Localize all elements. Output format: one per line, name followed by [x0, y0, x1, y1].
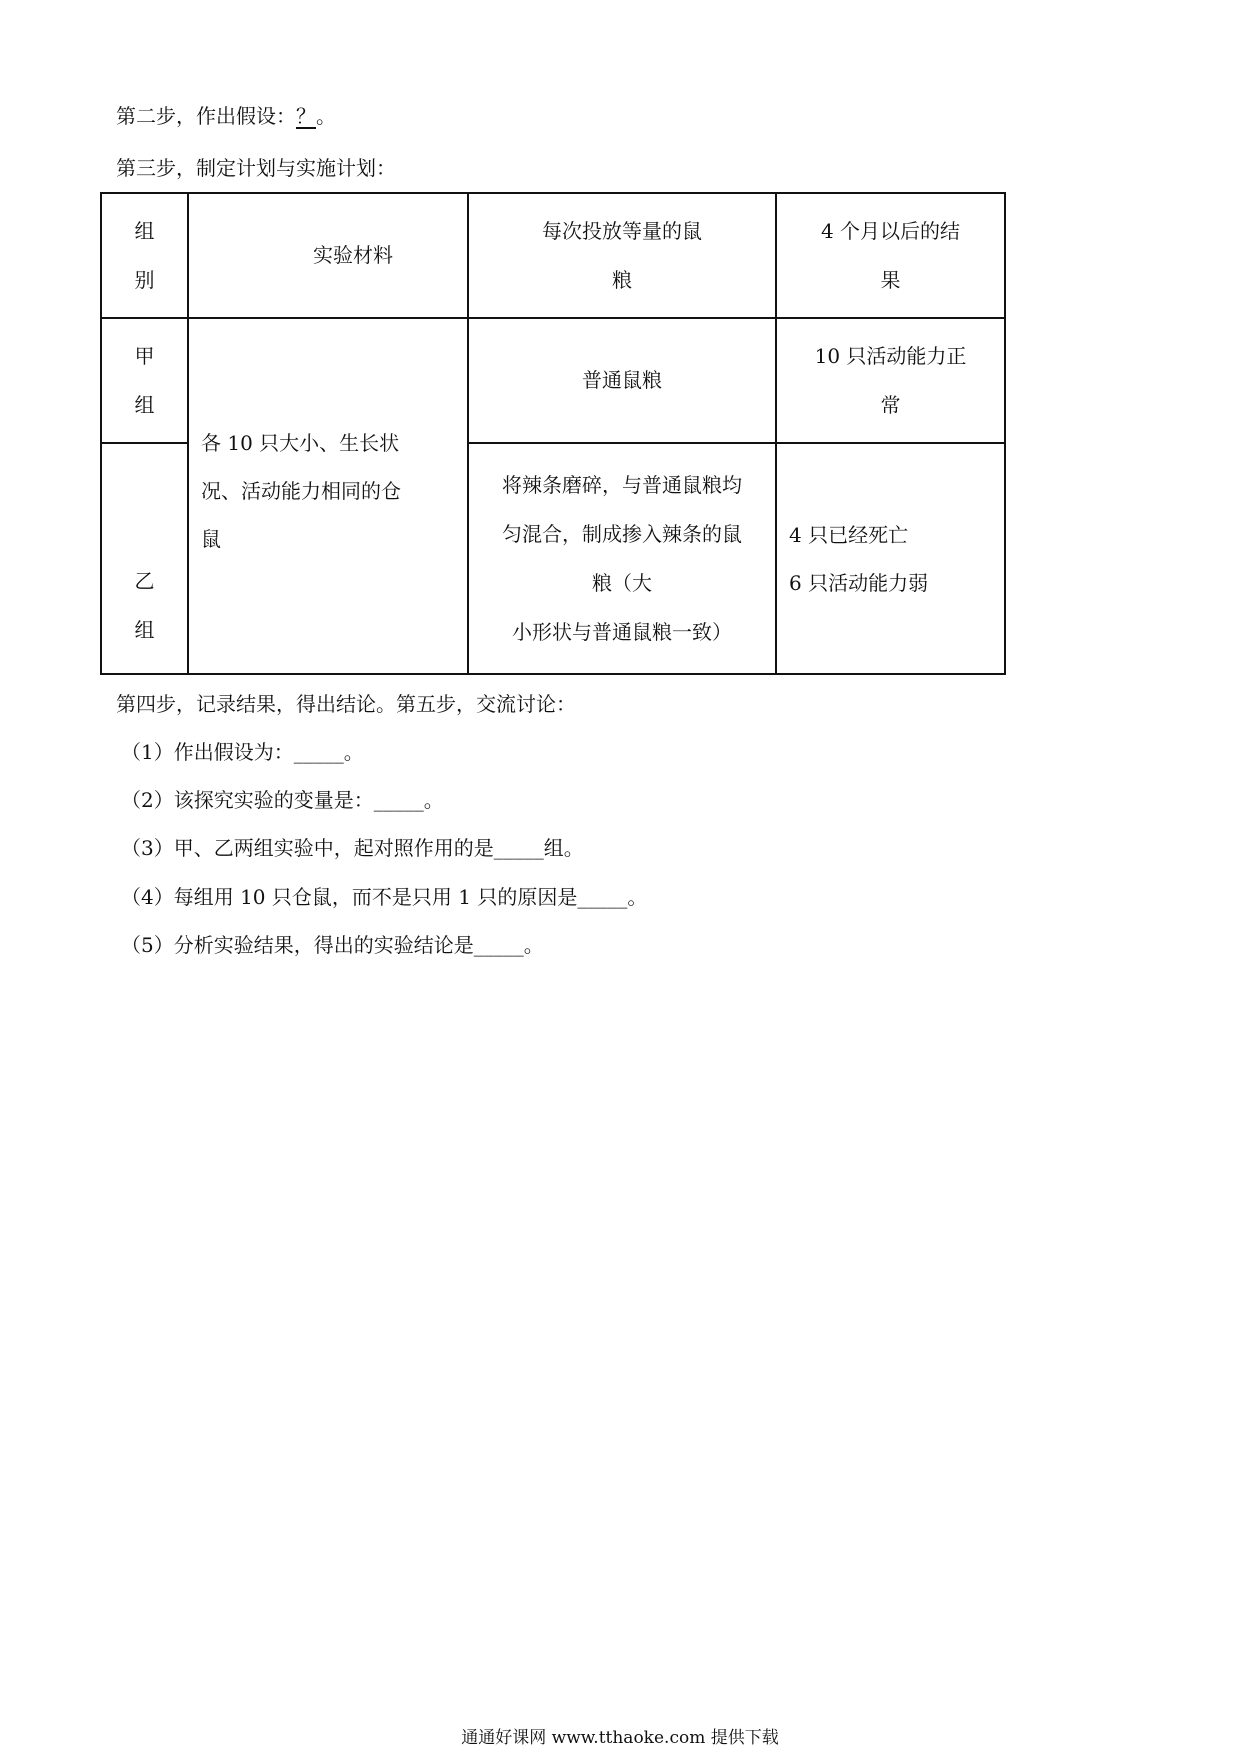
header-result-cell — [776, 193, 1005, 318]
row-yi-food-line: 将辣条磨碎，与普通鼠粮均 — [502, 472, 742, 497]
row-jia-group-line: 组 — [134, 392, 155, 417]
experiment-table — [100, 192, 1006, 675]
row-jia-result-line: 常 — [880, 392, 901, 417]
header-food-line: 每次投放等量的鼠 — [542, 218, 702, 243]
header-result-line: 果 — [880, 267, 901, 292]
step2-suffix: 。 — [316, 104, 336, 128]
table-header-row — [101, 193, 1005, 318]
row-yi-group-cell — [101, 443, 188, 674]
row-jia-group-cell — [101, 318, 188, 443]
material-line: 各 10 只大小、生长状 — [201, 431, 400, 455]
row-jia-result-cell — [776, 318, 1005, 443]
header-group-cell — [101, 193, 188, 318]
step2-line — [116, 102, 336, 130]
row-yi-result-line: 4 只已经死亡 — [789, 522, 909, 547]
row-yi-result-cell — [776, 443, 1005, 674]
row-yi-food-line: 小形状与普通鼠粮一致） — [512, 619, 732, 644]
question-5: （5）分析实验结果，得出的实验结论是_____。 — [121, 933, 544, 957]
page-footer: 通通好课网 www.tthaoke.com 提供下载 — [461, 1728, 779, 1748]
row-jia-result-line: 10 只活动能力正 — [814, 343, 967, 368]
question-2: （2）该探究实验的变量是：_____。 — [121, 788, 444, 812]
question-3: （3）甲、乙两组实验中，起对照作用的是_____组。 — [121, 836, 584, 860]
header-result-line: 4 个月以后的结 — [820, 218, 961, 243]
question-4: （4）每组用 10 只仓鼠，而不是只用 1 只的原因是_____。 — [121, 885, 648, 909]
header-group-line: 组 — [134, 218, 155, 243]
header-group-line: 别 — [134, 267, 155, 292]
material-cell — [188, 318, 468, 674]
header-food-line: 粮 — [612, 267, 632, 292]
step2-prefix: 第二步，作出假设： — [116, 104, 296, 128]
row-yi-food-line: 粮（大 — [592, 570, 652, 595]
row-jia-food-cell — [468, 318, 776, 443]
row-yi-group-line: 乙 — [134, 569, 155, 593]
step4-5-line: 第四步，记录结果，得出结论。第五步，交流讨论： — [116, 692, 576, 716]
header-food-cell — [468, 193, 776, 318]
row-yi-food-line: 匀混合，制成掺入辣条的鼠 — [502, 521, 742, 546]
step3-line: 第三步，制定计划与实施计划： — [116, 156, 396, 180]
row-jia-group-line: 甲 — [134, 343, 155, 368]
row-jia-food-text: 普通鼠粮 — [582, 368, 662, 392]
row-yi-food-cell — [468, 443, 776, 674]
question-1: （1）作出假设为：_____。 — [121, 740, 364, 764]
row-yi-group-line: 组 — [134, 618, 155, 642]
header-material-cell — [188, 193, 468, 318]
header-material-text: 实验材料 — [313, 243, 393, 267]
step2-blank: ？ — [296, 104, 316, 128]
material-line: 鼠 — [201, 527, 221, 551]
material-line: 况、活动能力相同的仓 — [201, 479, 401, 503]
table-row-jia — [101, 318, 1005, 443]
row-yi-result-line: 6 只活动能力弱 — [789, 570, 929, 595]
